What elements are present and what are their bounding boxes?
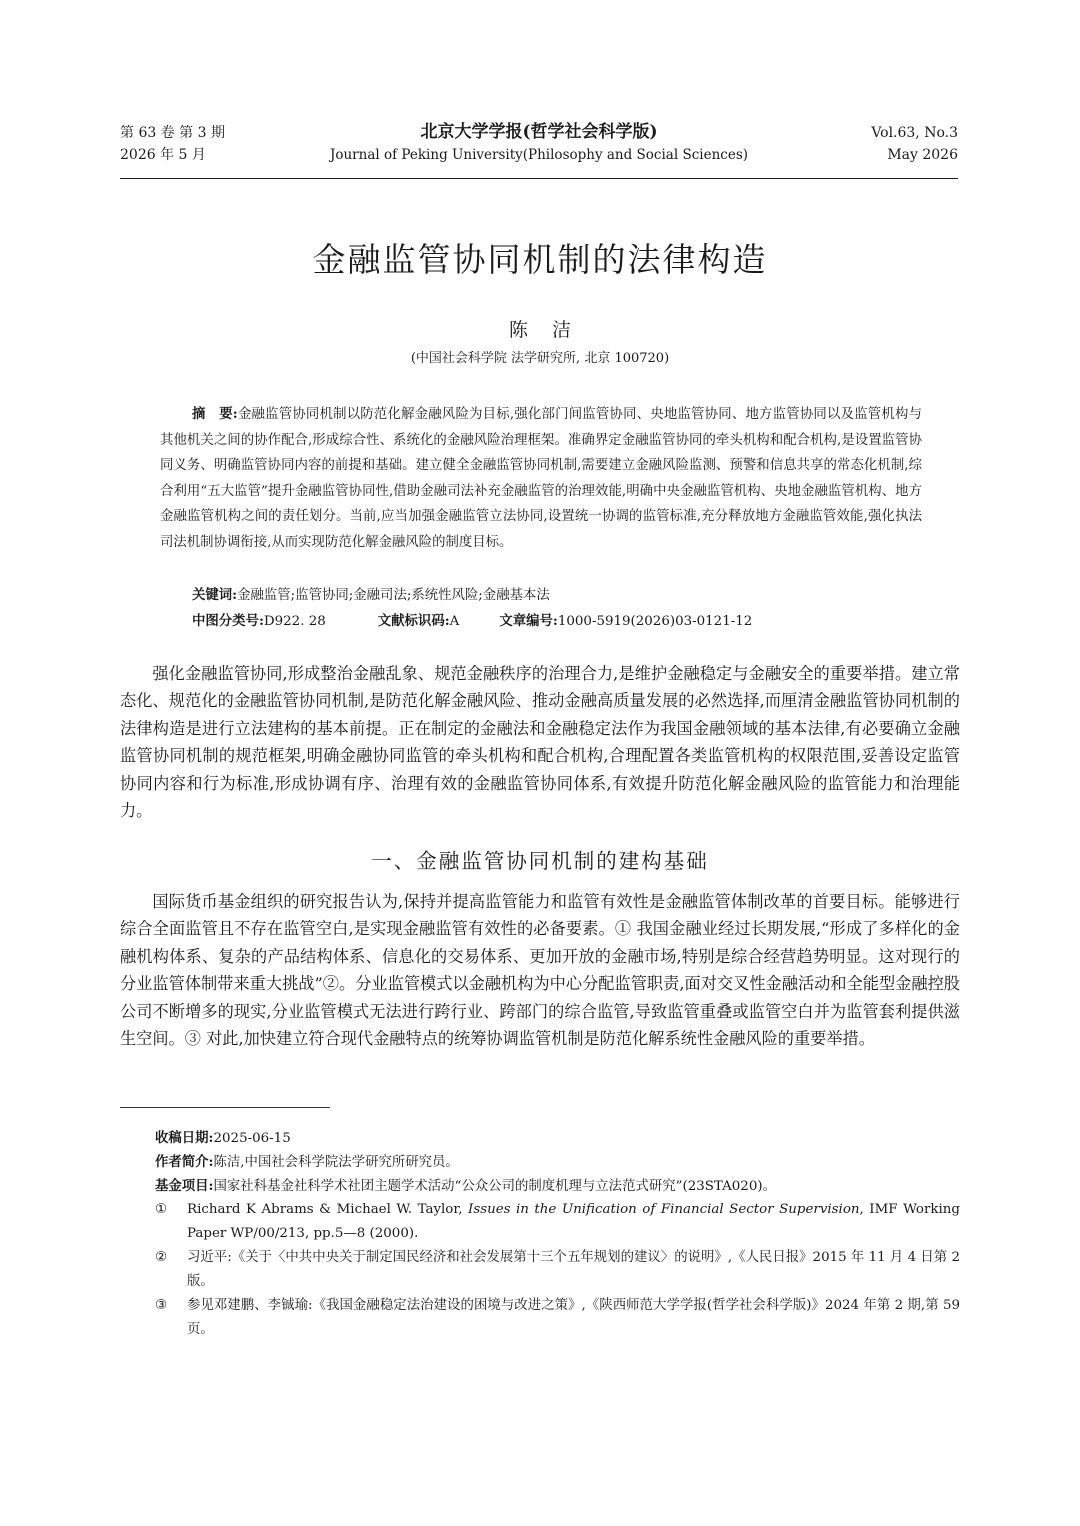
- volume-cn: 第 63 卷 第 3 期: [120, 125, 225, 141]
- received-value: 2025-06-15: [213, 1131, 291, 1146]
- keywords-text: 金融监管;监管协同;金融司法;系统性风险;金融基本法: [237, 588, 550, 603]
- author-bio-label: 作者简介:: [155, 1154, 214, 1170]
- header-center: [120, 120, 958, 166]
- author-affiliation: (中国社会科学院 法学研究所, 北京 100720): [410, 351, 670, 366]
- classification-line: [192, 609, 922, 634]
- date-cn: 2026 年 5 月: [120, 147, 206, 163]
- fund-text: 国家社科基金社科学术社团主题学术活动“公众公司的制度机理与立法范式研究”(23STA020)。: [213, 1179, 776, 1194]
- keywords-label: 关键词:: [192, 587, 238, 603]
- clc-label: 中图分类号:: [192, 613, 264, 629]
- footnote-rule: [120, 1107, 330, 1108]
- article-no-label: 文章编号:: [499, 613, 558, 629]
- doc-code-value: A: [449, 614, 460, 629]
- footnote-1-mark: ①: [155, 1202, 168, 1217]
- journal-title-en: Journal of Peking University(Philosophy and Social Sciences): [329, 147, 749, 163]
- received-date: [155, 1127, 291, 1150]
- footnote-1-italic: Issues in the Unification of Financial Sector Supervision: [468, 1202, 860, 1217]
- author-bio-text: 陈洁,中国社会科学院法学研究所研究员。: [213, 1155, 459, 1170]
- footnote-2-text: 习近平:《关于〈中共中央关于制定国民经济和社会发展第十三个五年规划的建议〉的说明》,《人民日报》2015 年 11 月 4 日第 2 版。: [187, 1250, 960, 1289]
- article-no-value: 1000-5919(2026)03-0121-12: [557, 614, 753, 629]
- footnote-3-text: 参见邓建鹏、李铖瑜:《我国金融稳定法治建设的困境与改进之策》,《陕西师范大学学报(哲学社会科学版)》2024 年第 2 期,第 59 页。: [187, 1298, 960, 1337]
- section-heading: 一、金融监管协同机制的建构基础: [371, 849, 709, 873]
- volume-en: Vol.63, No.3: [871, 125, 958, 141]
- footnote-1-pre: Richard K Abrams & Michael W. Taylor,: [187, 1202, 469, 1217]
- fund-info: [155, 1175, 776, 1198]
- footnote-2: [155, 1246, 960, 1293]
- journal-title-cn: 北京大学学报(哲学社会科学版): [420, 122, 658, 142]
- abstract: [160, 402, 922, 556]
- header-right: [871, 122, 958, 166]
- footnote-2-mark: ②: [155, 1250, 168, 1265]
- intro-paragraph: 强化金融监管协同,形成整治金融乱象、规范金融秩序的治理合力,是维护金融稳定与金融安全的重要举措。建立常态化、规范化的金融监管协同机制,是防范化解金融风险、推动金融高质量发展的必然选择,而厘清金融监管协同机制的法律构造是进行立法建构的基本前提。正在制定的金融法和金融稳定法作为我国金融领域的基本法律,有必要确立金融监管协同机制的规范框架,明确金融协同监管的牵头机构和配合机构,合理配置各类监管机构的权限范围,妥善设定监管协同内容和行为标准,形成协调有序、治理有效的金融监管协同体系,有效提升防范化解金融风险的监管能力和治理能力。: [120, 664, 960, 821]
- footnote-3-mark: ③: [155, 1298, 168, 1313]
- received-label: 收稿日期:: [155, 1130, 214, 1146]
- section-paragraph: 国际货币基金组织的研究报告认为,保持并提高监管能力和监管有效性是金融监管体制改革的首要目标。能够进行综合全面监管且不存在监管空白,是实现金融监管有效性的必备要素。① 我国金融业经过长期发展,“形成了多样化的金融机构体系、复杂的产品结构体系、信息化的交易体系、更加开放的金融市场,特别是综合经营趋势明显。这对现行的分业监管体制带来重大挑战”②。分业监管模式以金融机构为中心分配监管职责,面对交叉性金融活动和全能型金融控股公司不断增多的现实,分业监管模式无法进行跨行业、跨部门的综合监管,导致监管重叠或监管空白并为监管套利提供滋生空间。③ 对此,加快建立符合现代金融特点的统筹协调监管机制是防范化解系统性金融风险的重要举措。: [120, 892, 960, 1049]
- clc-value: D922. 28: [263, 614, 326, 629]
- footnote-1: [155, 1198, 960, 1245]
- footnote-1-post: , IMF Working Paper WP/00/213, pp.5—8 (2000).: [187, 1202, 960, 1241]
- footnote-3: [155, 1294, 960, 1341]
- keywords: [192, 582, 922, 609]
- article-title: 金融监管协同机制的法律构造: [312, 240, 768, 279]
- fund-label: 基金项目:: [155, 1178, 214, 1194]
- running-header: [120, 118, 958, 179]
- author-bio: [155, 1151, 459, 1174]
- date-en: May 2026: [887, 147, 958, 163]
- abstract-label: 摘 要:: [192, 406, 238, 422]
- abstract-text: 金融监管协同机制以防范化解金融风险为目标,强化部门间监管协同、央地监管协同、地方监管协同以及监管机构与其他机关之间的协作配合,形成综合性、系统化的金融风险治理框架。准确界定金融监管协同的牵头机构和配合机构,是设置监管协同义务、明确监管协同内容的前提和基础。建立健全金融监管协同机制,需要建立金融风险监测、预警和信息共享的常态化机制,综合利用“五大监管”提升金融监管协同性,借助金融司法补充金融监管的治理效能,明确中央金融监管机构、央地金融监管机构、地方金融监管机构之间的责任划分。当前,应当加强金融监管立法协同,设置统一协调的监管标准,充分释放地方金融监管效能,强化执法司法机制协调衔接,从而实现防范化解金融风险的制度目标。: [160, 407, 922, 550]
- doc-code-label: 文献标识码:: [377, 613, 450, 629]
- author-name: 陈洁: [508, 319, 595, 341]
